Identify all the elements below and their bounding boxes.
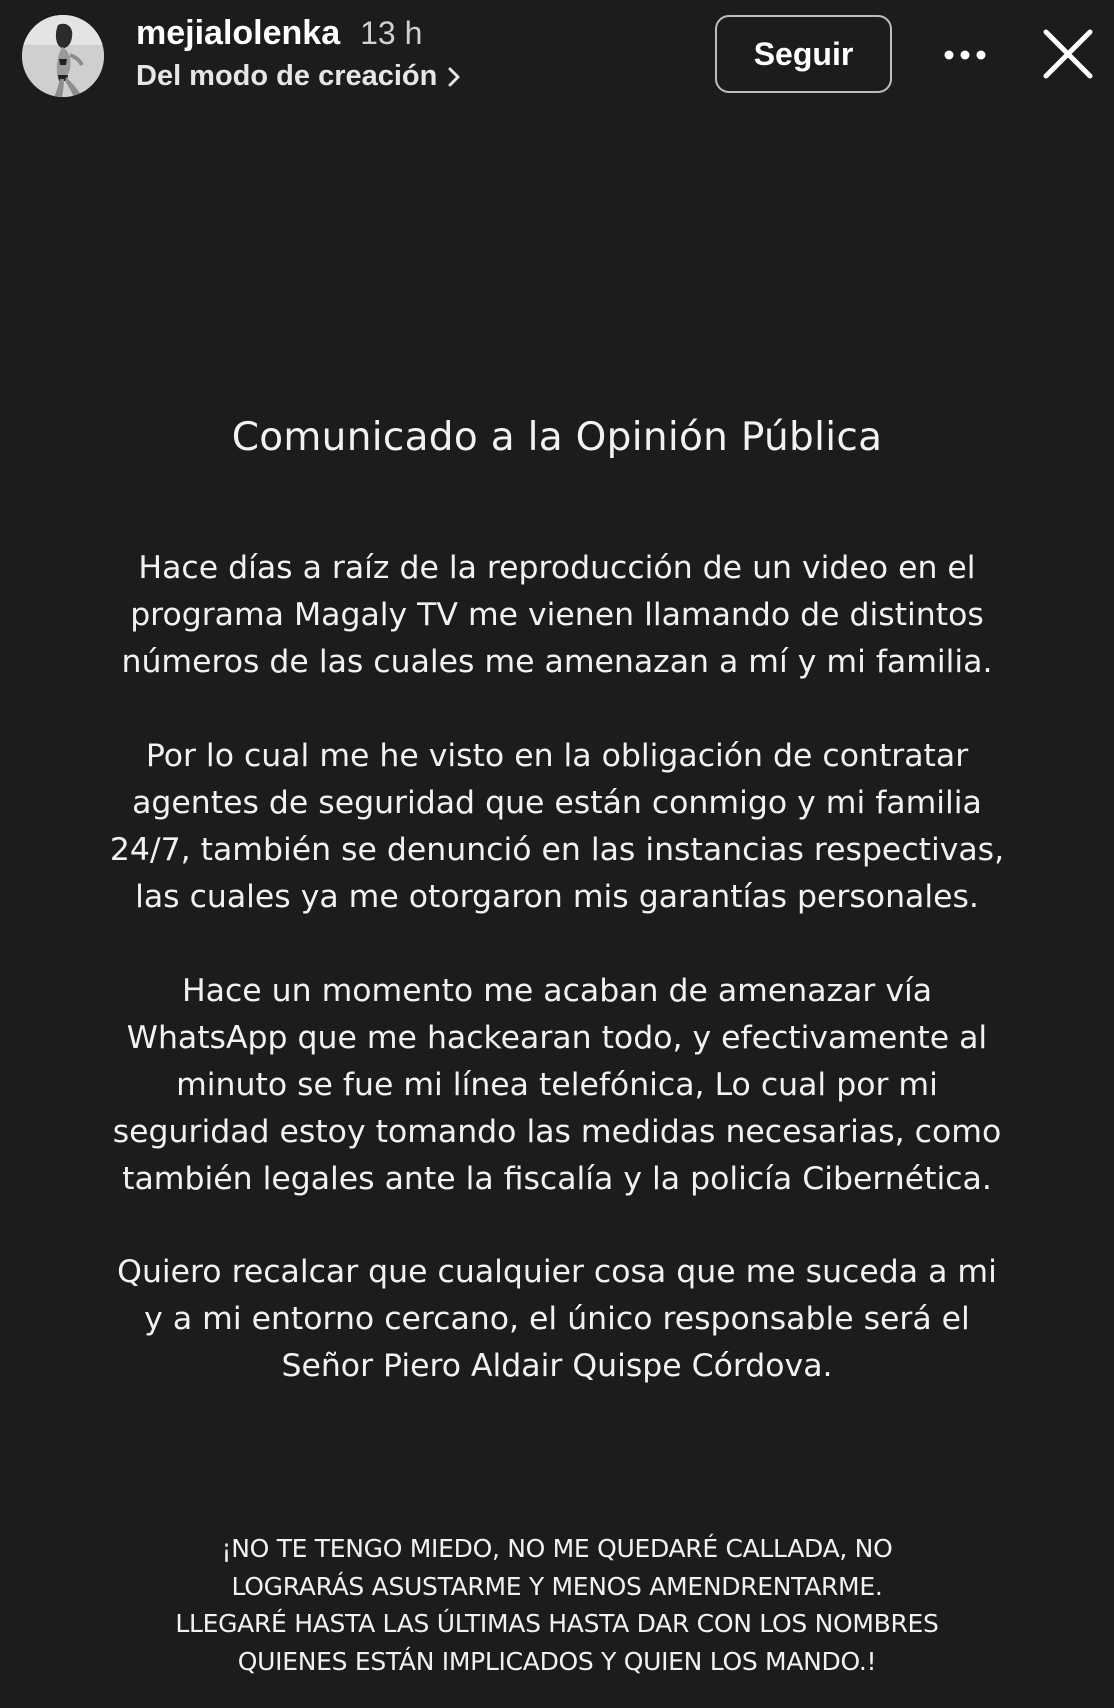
story-line: números de las cuales me amenazan a mí y mi familia. (121, 644, 993, 680)
story-line: seguridad estoy tomando las medidas necesarias, como (112, 1114, 1002, 1150)
creation-mode-label: Del modo de creación (136, 60, 438, 92)
closing-line: LOGRARÁS ASUSTARME Y MENOS AMENDRENTARME. (231, 1571, 883, 1601)
story-line: Hace un momento me acaban de amenazar vía (181, 973, 933, 1009)
story-paragraph-1 (90, 545, 1024, 686)
story-line: Hace días a raíz de la reproducción de un video en el (138, 550, 976, 586)
story-paragraph-3 (90, 968, 1024, 1203)
story-line: Quiero recalcar que cualquier cosa que me suceda a mi (117, 1254, 997, 1290)
story-line: programa Magaly TV me vienen llamando de distintos (130, 597, 984, 633)
story-line: Señor Piero Aldair Quispe Córdova. (281, 1348, 833, 1384)
username[interactable]: mejialolenka (136, 14, 341, 52)
follow-button[interactable]: Seguir (715, 15, 892, 93)
story-line: 24/7, también se denunció en las instancias respectivas, (109, 832, 1005, 868)
story-paragraph-4 (90, 1249, 1024, 1390)
time-ago: 13 h (360, 15, 423, 51)
closing-line: QUIENES ESTÁN IMPLICADOS Y QUIEN LOS MANDO.! (237, 1646, 877, 1676)
story-line: también legales ante la fiscalía y la policía Cibernética. (122, 1161, 992, 1197)
story-paragraph-2 (90, 733, 1024, 921)
story-line: las cuales ya me otorgaron mis garantías personales. (135, 879, 979, 915)
story-line: Por lo cual me he visto en la obligación de contratar (145, 738, 969, 774)
closing-statement (120, 1530, 994, 1680)
closing-line: LLEGARÉ HASTA LAS ÚLTIMAS HASTA DAR CON LOS NOMBRES (175, 1609, 939, 1638)
story-line: WhatsApp que me hackearan todo, y efectivamente al (126, 1020, 988, 1056)
story-title: Comunicado a la Opinión Pública (231, 415, 883, 460)
story-line: y a mi entorno cercano, el único responsable será el (144, 1301, 970, 1337)
story-line: minuto se fue mi línea telefónica, Lo cual por mi (176, 1067, 938, 1103)
closing-line: ¡NO TE TENGO MIEDO, NO ME QUEDARÉ CALLADA, NO (221, 1534, 893, 1563)
story-line: agentes de seguridad que están conmigo y mi familia (132, 785, 982, 821)
